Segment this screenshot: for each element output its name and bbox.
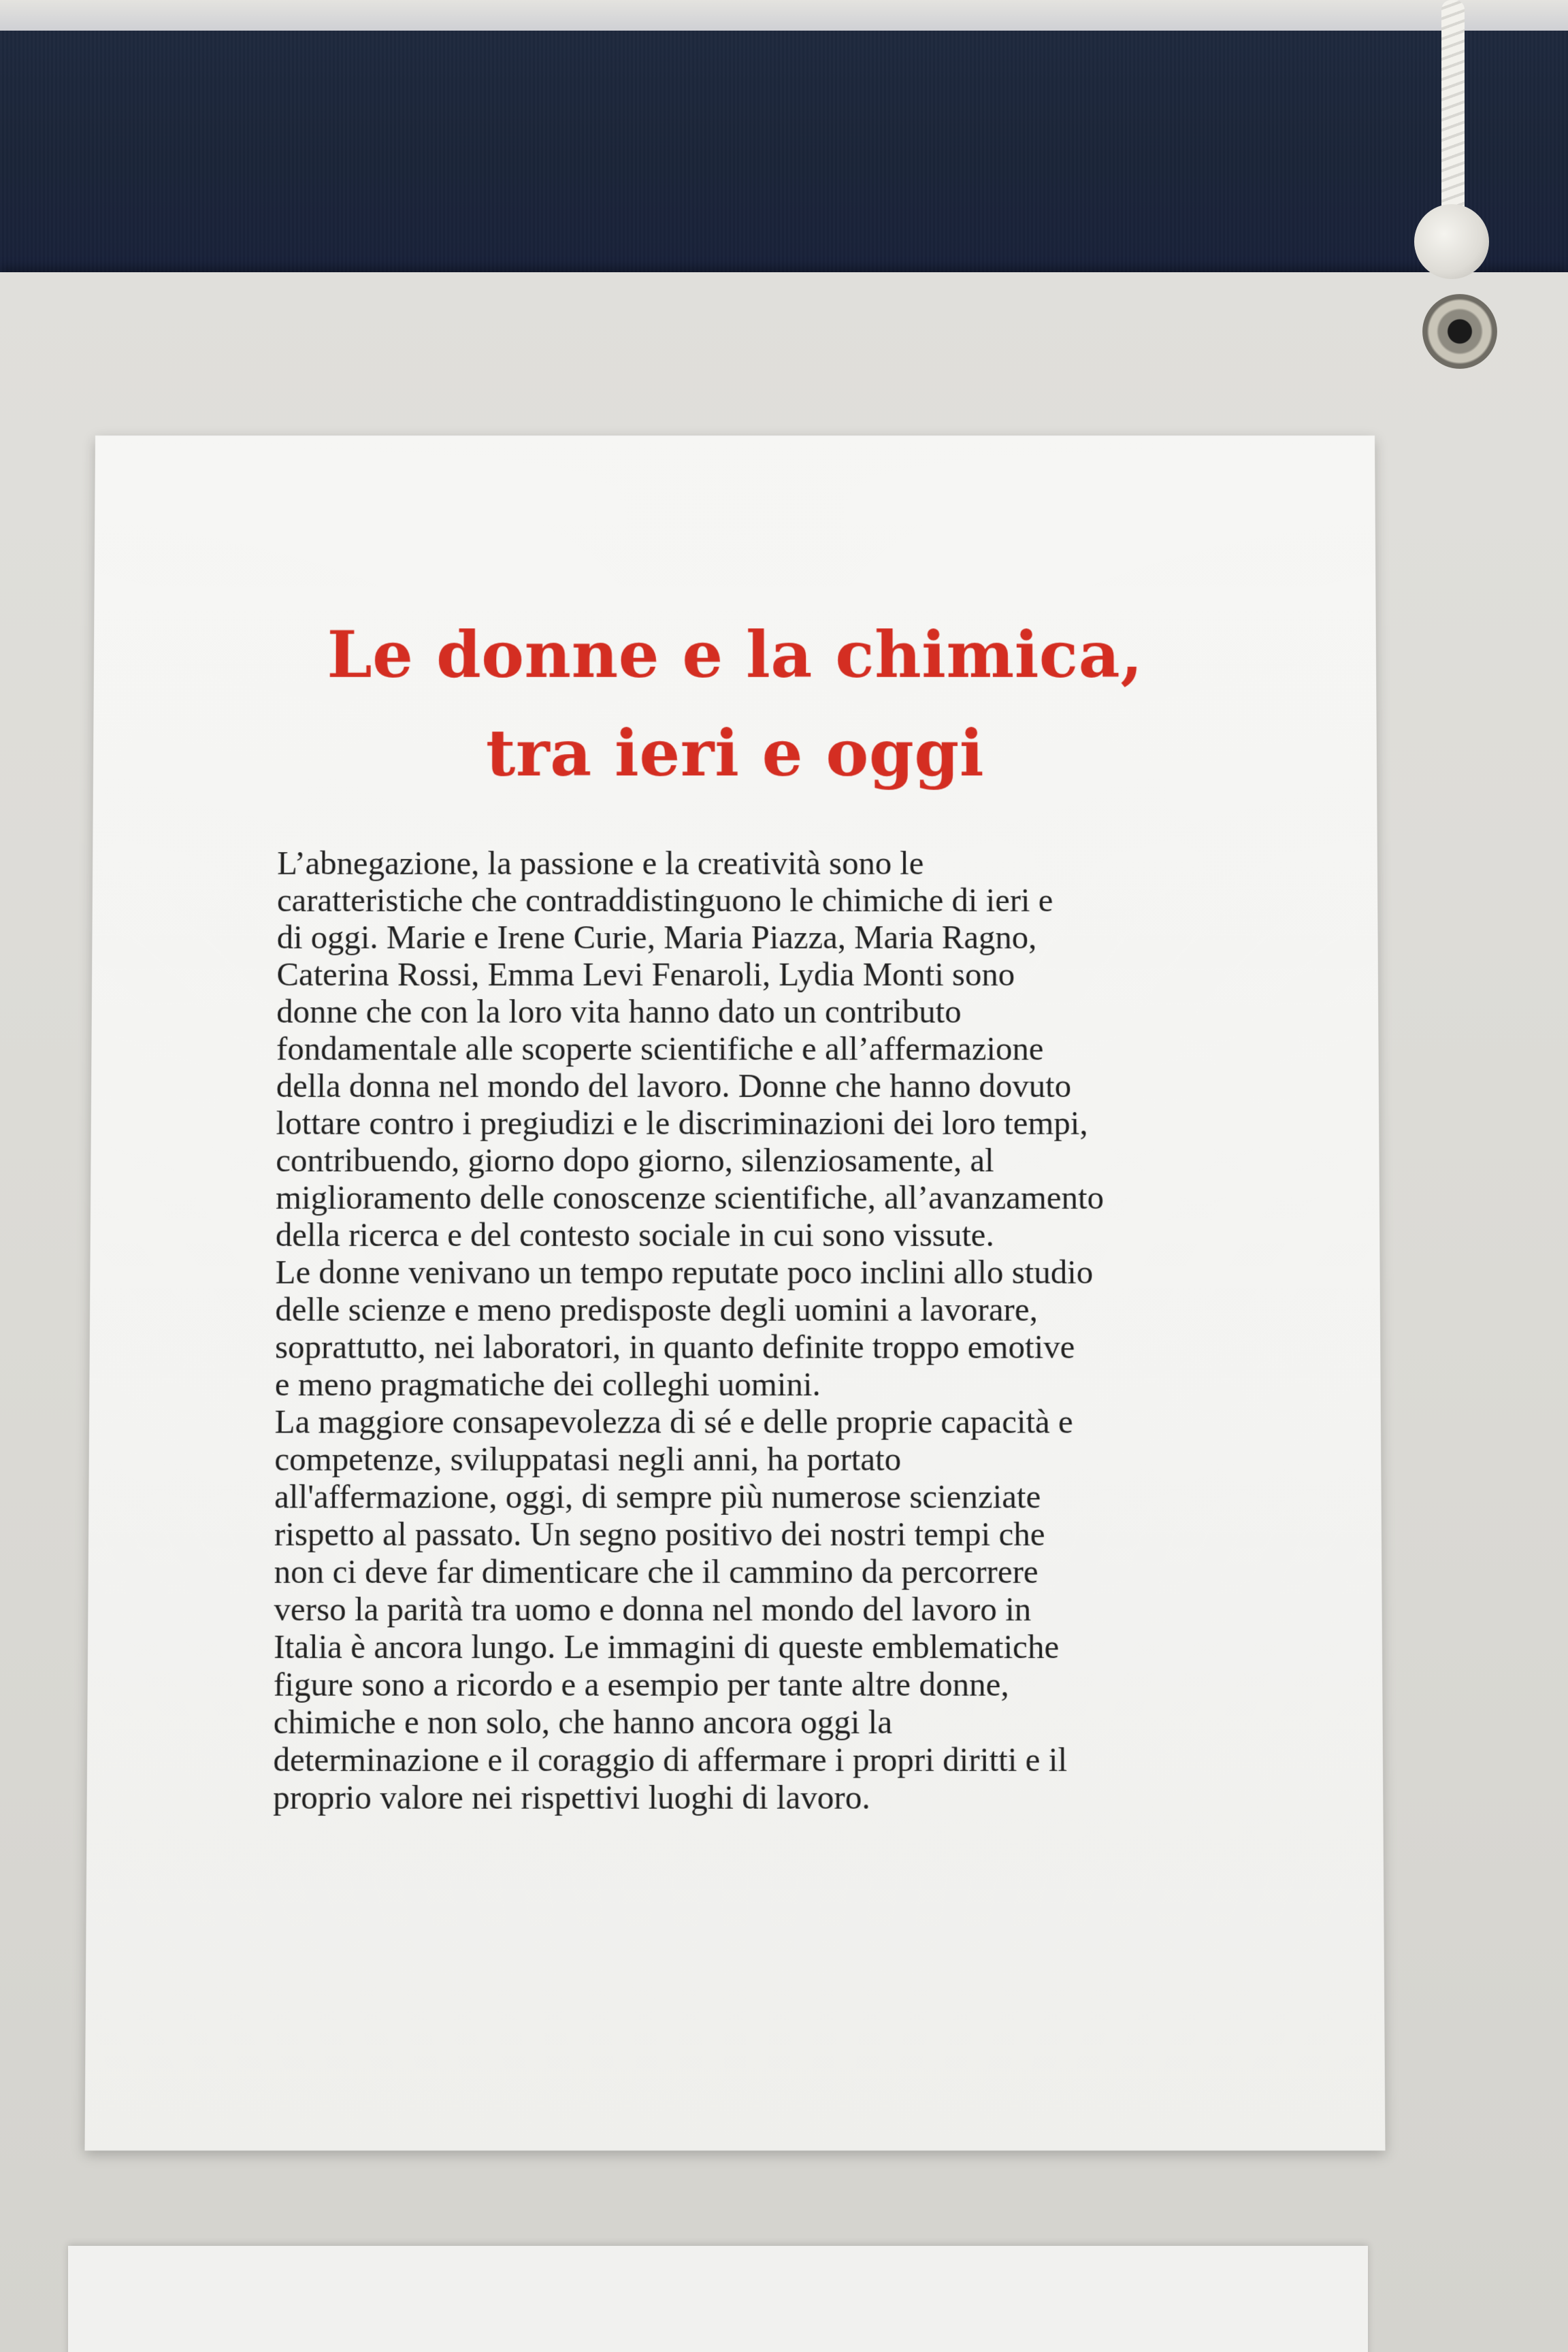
- poster-body-text: [273, 845, 1197, 1817]
- navy-fabric-backdrop: [0, 0, 1568, 286]
- poster-title: [93, 606, 1377, 802]
- next-poster-edge: [68, 2246, 1368, 2352]
- body-line: determinazione e il coraggio di affermare i propri diritti e il: [273, 1742, 1068, 1779]
- body-line: lottare contro i pregiudizi e le discriminazioni dei loro tempi,: [276, 1105, 1088, 1142]
- body-line: delle scienze e meno predisposte degli uomini a lavorare,: [275, 1291, 1038, 1328]
- body-line: e meno pragmatiche dei colleghi uomini.: [274, 1366, 821, 1403]
- body-line: contribuendo, giorno dopo giorno, silenziosamente, al: [276, 1142, 994, 1179]
- body-line: Caterina Rossi, Emma Levi Fenaroli, Lydia Monti sono: [276, 956, 1015, 994]
- body-line: non ci deve far dimenticare che il cammino da percorrere: [274, 1553, 1039, 1591]
- title-line: Le donne e la chimica,: [327, 617, 1143, 693]
- body-line: all'affermazione, oggi, di sempre più numerose scienziate: [274, 1478, 1041, 1516]
- body-line: caratteristiche che contraddistinguono le chimiche di ieri e: [276, 882, 1054, 919]
- body-line: di oggi. Marie e Irene Curie, Maria Piazza, Maria Ragno,: [276, 919, 1037, 956]
- poster-sheet: [84, 436, 1385, 2151]
- body-line: Italia è ancora lungo. Le immagini di queste emblematiche: [274, 1629, 1060, 1666]
- body-line: figure sono a ricordo e a esempio per tante altre donne,: [273, 1666, 1009, 1703]
- title-line: tra ieri e oggi: [485, 715, 985, 791]
- body-line: proprio valore nei rispettivi luoghi di lavoro.: [273, 1779, 870, 1816]
- body-line: competenze, sviluppatasi negli anni, ha portato: [274, 1441, 902, 1478]
- hanging-rope: [1441, 0, 1465, 231]
- body-line: La maggiore consapevolezza di sé e delle proprie capacità e: [274, 1403, 1073, 1441]
- body-line: della ricerca e del contesto sociale in cui sono vissute.: [275, 1217, 994, 1254]
- body-line: Le donne venivano un tempo reputate poco inclini allo studio: [275, 1254, 1094, 1291]
- body-line: miglioramento delle conoscenze scientifiche, all’avanzamento: [275, 1179, 1104, 1217]
- body-line: della donna nel mondo del lavoro. Donne che hanno dovuto: [276, 1068, 1072, 1105]
- body-line: verso la parità tra uomo e donna nel mondo del lavoro in: [274, 1591, 1032, 1629]
- body-line: chimiche e non solo, che hanno ancora oggi la: [273, 1703, 893, 1742]
- body-line: rispetto al passato. Un segno positivo dei nostri tempi che: [274, 1516, 1045, 1553]
- body-line: soprattutto, nei laboratori, in quanto definite troppo emotive: [275, 1328, 1075, 1366]
- rope-knot: [1414, 204, 1489, 279]
- body-line: fondamentale alle scoperte scientifiche e all’affermazione: [276, 1030, 1044, 1068]
- metal-grommet: [1422, 294, 1497, 369]
- body-line: L’abnegazione, la passione e la creatività sono le: [277, 845, 924, 882]
- body-line: donne che con la loro vita hanno dato un contributo: [276, 994, 962, 1030]
